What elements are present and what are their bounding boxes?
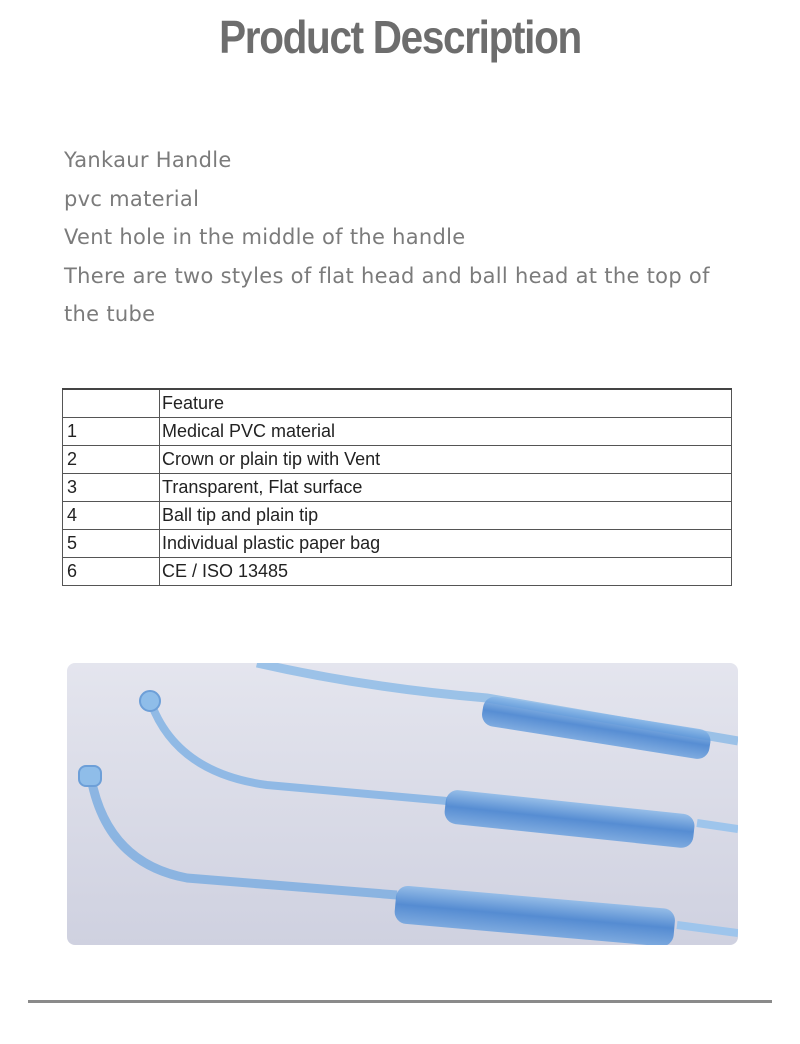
product-photo: [67, 663, 738, 945]
description-line: Vent hole in the middle of the handle: [64, 225, 466, 250]
description-line: pvc material: [64, 186, 200, 211]
row-number: 2: [63, 446, 160, 474]
row-number: 1: [63, 418, 160, 446]
feature-cell: Individual plastic paper bag: [160, 530, 732, 558]
yankauer-tubes-illustration: [67, 663, 738, 945]
table-header-cell: Feature: [160, 389, 732, 418]
feature-cell: Medical PVC material: [160, 418, 732, 446]
table-row: [63, 558, 732, 586]
crown-tip: [79, 766, 101, 786]
ball-tip: [140, 691, 160, 711]
description-line: There are two styles of flat head and ball head at the top of the tube: [64, 263, 710, 327]
row-number: 6: [63, 558, 160, 586]
table-row: [63, 502, 732, 530]
feature-cell: CE / ISO 13485: [160, 558, 732, 586]
product-description: [64, 141, 744, 334]
feature-cell: Ball tip and plain tip: [160, 502, 732, 530]
description-line: Yankaur Handle: [64, 148, 232, 172]
table-row: [63, 530, 732, 558]
page-title: Product Description: [219, 11, 581, 63]
feature-table: [62, 388, 733, 586]
table-header-cell: [63, 389, 160, 418]
table-row: [63, 474, 732, 502]
row-number: 4: [63, 502, 160, 530]
table-row: [63, 446, 732, 474]
feature-cell: Crown or plain tip with Vent: [160, 446, 732, 474]
feature-cell: Transparent, Flat surface: [160, 474, 732, 502]
divider: [28, 1000, 772, 1003]
table-row: [63, 418, 732, 446]
table-header-row: [63, 389, 732, 418]
row-number: 5: [63, 530, 160, 558]
row-number: 3: [63, 474, 160, 502]
